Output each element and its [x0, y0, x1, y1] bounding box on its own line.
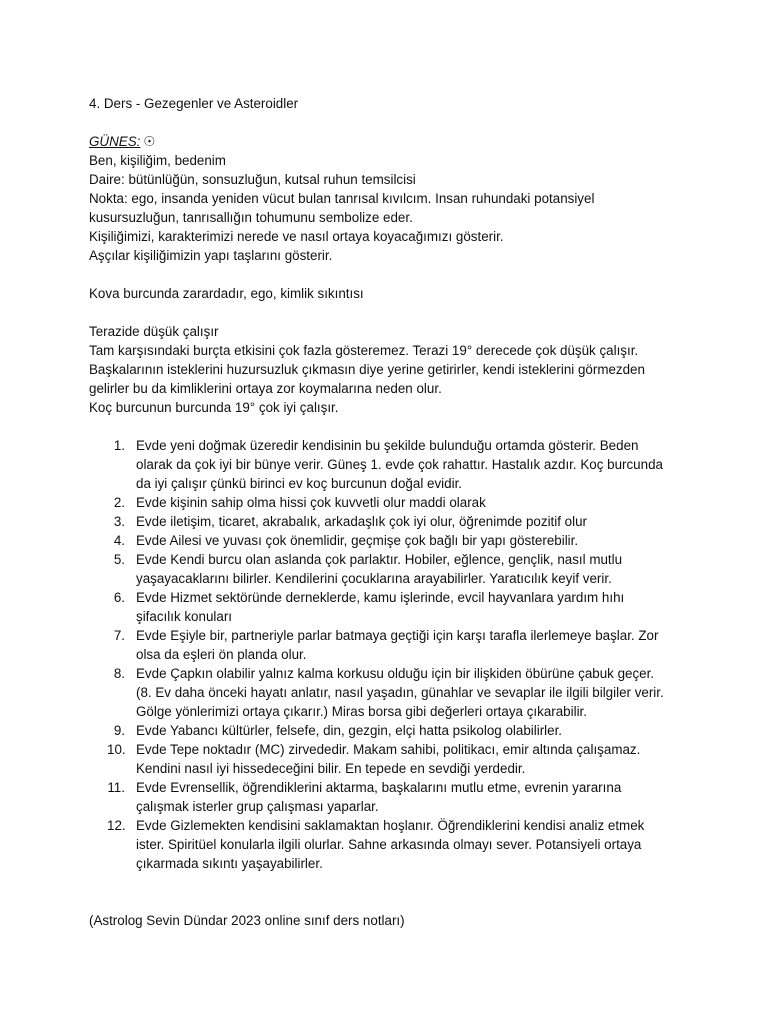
sun-line: Aşçılar kişiliğimizin yapı taşlarını gösterir.	[89, 248, 333, 263]
list-item-number: 10 .	[107, 740, 125, 759]
footer-note: (Astrolog Sevin Dündar 2023 online sınıf ders notları)	[89, 913, 405, 928]
list-item-text: Gölge yönlerimizi ortaya çıkarır.) Miras borsa gibi değerleri ortaya çıkarabilir.	[136, 704, 587, 719]
list-item-text: çıkarmada sıkıntı yaşayabilirler.	[136, 856, 323, 871]
sun-line: kusursuzluğun, tanrısallığın tohumunu sembolize eder.	[89, 210, 413, 225]
list-item	[89, 493, 689, 512]
list-item	[89, 436, 689, 493]
list-item-text: Evde yeni doğmak üzeredir kendisinin bu şekilde bulunduğu ortamda gösterir. Beden	[136, 438, 639, 453]
document-page	[89, 94, 689, 930]
list-item-text: Evde Tepe noktadır (MC) zirvededir. Makam sahibi, politikacı, emir altında çalışamaz.	[136, 742, 641, 757]
document-title: 4. Ders - Gezegenler ve Asteroidler	[89, 96, 299, 111]
list-item-text: Evde Yabancı kültürler, felsefe, din, gezgin, elçi hatta psikolog olabilirler.	[136, 723, 563, 738]
list-item-number: 2 .	[111, 493, 125, 512]
list-item-text: Evde kişinin sahip olma hissi çok kuvvetli olur maddi olarak	[136, 495, 486, 510]
sun-line: Daire: bütünlüğün, sonsuzluğun, kutsal ruhun temsilcisi	[89, 172, 416, 187]
houses-list	[89, 436, 689, 873]
list-item-text: Evde Ailesi ve yuvası çok önemlidir, geçmişe çok bağlı bir yapı gösterebilir.	[136, 533, 579, 548]
kova-paragraph: Kova burcunda zarardadır, ego, kimlik sıkıntısı	[89, 286, 364, 301]
list-item-number: 8 .	[111, 664, 125, 683]
list-item-text: Kendini nasıl iyi hissedeceğini bilir. En tepede en sevdiği yerdedir.	[136, 761, 526, 776]
list-item	[89, 778, 689, 816]
list-item-text: Evde Gizlemekten kendisini saklamaktan hoşlanır. Öğrendiklerini kendisi analiz etmek	[136, 818, 645, 833]
list-item-text: şifacılık konuları	[136, 609, 233, 624]
list-item-text: olarak da çok iyi bir bünye verir. Güneş 1. evde çok rahattır. Hastalık azdır. Koç burcunda	[136, 457, 663, 472]
list-item-number: 4 .	[111, 531, 125, 550]
sun-line: Kişiliğimizi, karakterimizi nerede ve nasıl ortaya koyacağımızı gösterir.	[89, 229, 504, 244]
sun-icon: ☉	[143, 134, 156, 149]
sun-line: Nokta: ego, insanda yeniden vücut bulan tanrısal kıvılcım. Insan ruhundaki potansiyel	[89, 191, 595, 206]
list-item	[89, 740, 689, 778]
sun-heading-line	[89, 132, 689, 151]
list-item-number: 7 .	[111, 626, 125, 645]
terazi-line: Tam karşısındaki burçta etkisini çok fazla gösteremez. Terazi 19° derecede çok düşük çalışır.	[89, 343, 639, 358]
list-item-number: 1 .	[111, 436, 125, 455]
list-item-number: 9 .	[111, 721, 125, 740]
list-item	[89, 550, 689, 588]
list-item-text: olsa da eşleri ön planda olur.	[136, 647, 307, 662]
list-item-text: Evde iletişim, ticaret, akrabalık, arkadaşlık çok iyi olur, öğrenimde pozitif olur	[136, 514, 588, 529]
list-item	[89, 588, 689, 626]
list-item	[89, 531, 689, 550]
list-item-text: Evde Evrensellik, öğrendiklerini aktarma, başkalarını mutlu etme, evrenin yararına	[136, 780, 622, 795]
list-item	[89, 721, 689, 740]
terazi-line: gelirler bu da kimliklerini ortaya zor koymalarına neden olur.	[89, 381, 442, 396]
list-item-text: da iyi çalışır çünkü birinci ev koç burcunun doğal evidir.	[136, 476, 463, 491]
terazi-line: Başkalarının isteklerini huzursuzluk çıkmasın diye yerine getirirler, kendi isteklerini görmezden	[89, 362, 645, 377]
list-item	[89, 626, 689, 664]
list-item-text: Evde Eşiyle bir, partneriyle parlar batmaya geçtiği için karşı tarafla ilerlemeye başlar. Zor	[136, 628, 659, 643]
list-item-text: çalışmak isterler grup çalışması yaparlar.	[136, 799, 379, 814]
list-item-text: (8. Ev daha önceki hayatı anlatır, nasıl yaşadın, günahlar ve sevaplar ile ilgili bilgiler verir.	[136, 685, 664, 700]
sun-line: Ben, kişiliğim, bedenim	[89, 153, 226, 168]
list-item-number: 3 .	[111, 512, 125, 531]
list-item-text: Evde Çapkın olabilir yalnız kalma korkusu olduğu için bir ilişkiden öbürüne çabuk geçer.	[136, 666, 655, 681]
list-item-number: 12 .	[107, 816, 125, 835]
list-item-text: ister. Spiritüel konularla ilgili olurlar. Sahne arkasında olmayı sever. Potansiyeli ortaya	[136, 837, 642, 852]
list-item-number: 6 .	[111, 588, 125, 607]
terazi-line: Koç burcunun burcunda 19° çok iyi çalışır.	[89, 400, 339, 415]
sun-heading: GÜNES:	[89, 134, 141, 149]
list-item	[89, 664, 689, 721]
list-item-text: Evde Kendi burcu olan aslanda çok parlaktır. Hobiler, eğlence, gençlik, nasıl mutlu	[136, 552, 623, 567]
list-item-number: 5 .	[111, 550, 125, 569]
list-item	[89, 512, 689, 531]
list-item-number: 11 .	[107, 778, 125, 797]
list-item-text: Evde Hizmet sektöründe derneklerde, kamu işlerinde, evcil hayvanlara yardım hıhı	[136, 590, 625, 605]
list-item	[89, 816, 689, 873]
list-item-text: yaşayacaklarını bilirler. Kendilerini çocuklarına arayabilirler. Yaratıcılık keyif verir.	[136, 571, 612, 586]
terazi-line: Terazide düşük çalışır	[89, 324, 219, 339]
